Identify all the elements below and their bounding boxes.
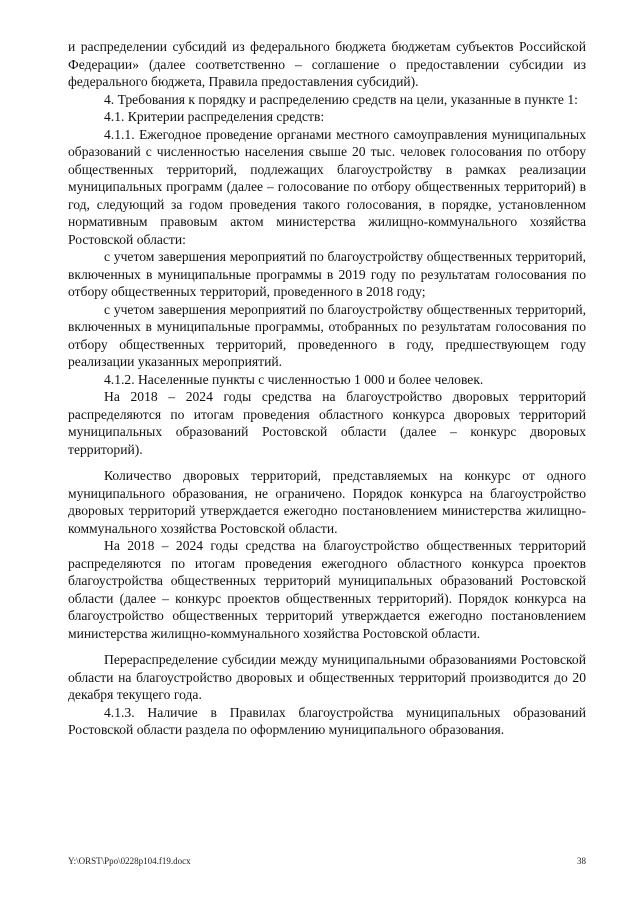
document-body [68, 38, 586, 739]
paragraph-yard-funding: На 2018 – 2024 годы средства на благоустройство дворовых территорий распределяются по итогам проведения областного конкурса дворовых территорий муниципальных образований Ростовской области (далее – конкурс дворовых территорий). [68, 389, 586, 457]
page-footer [68, 856, 586, 866]
paragraph-item-4: 4. Требования к порядку и распределению средств на цели, указанные в пункте 1: [104, 91, 578, 107]
page-number: 38 [577, 856, 586, 866]
paragraph-yard-count: Количество дворовых территорий, представляемых на конкурс от одного муниципального образования, не ограничено. Порядок конкурса на благоустройство дворовых территорий утверждается ежегодно постановлением министерства жилищно-коммунального хозяйства Ростовской области. [68, 468, 586, 536]
paragraph-condition-previous-year: с учетом завершения мероприятий по благоустройству общественных территорий, включенных в муниципальные программы, отобранных по результатам голосования по отбору общественных территорий, проведенного в году, предшествующем году реализации указанных мероприятий. [68, 301, 586, 369]
paragraph-redistribution: Перераспределение субсидии между муниципальными образованиями Ростовской области на благоустройство дворовых и общественных территорий производится до 20 декабря текущего года. [68, 652, 586, 702]
paragraph-item-4-1-2: 4.1.2. Населенные пункты с численностью 1 000 и более человек. [104, 371, 484, 387]
paragraph-condition-2019: с учетом завершения мероприятий по благоустройству общественных территорий, включенных в муниципальные программы в 2019 году по результатам голосования по отбору общественных территорий, проведенного в 2018 году; [68, 249, 586, 299]
paragraph-item-4-1-3: 4.1.3. Наличие в Правилах благоустройства муниципальных образований Ростовской области раздела по оформлению муниципального образования. [68, 704, 586, 737]
paragraph-item-4-1-1: 4.1.1. Ежегодное проведение органами местного самоуправления муниципальных образований с численностью населения свыше 20 тыс. человек голосования по отбору общественных территорий, подлежащих благоустройству в рамках реализации муниципальных программ (далее – голосование по отбору общественных территорий) в год, следующий за годом проведения такого голосования, в порядке, установленном нормативным правовым актом министерства жилищно-коммунального хозяйства Ростовской области: [68, 126, 586, 247]
paragraph-public-funding: На 2018 – 2024 годы средства на благоустройство общественных территорий распределяются по итогам проведения ежегодного областного конкурса проектов благоустройства общественных территорий муниципальных образований Ростовской области (далее – конкурс проектов общественных территорий). Порядок конкурса на благоустройство общественных территорий утверждается ежегодно постановлением министерства жилищно-коммунального хозяйства Ростовской области. [68, 538, 586, 641]
paragraph-item-4-1: 4.1. Критерии распределения средств: [104, 109, 325, 124]
file-path: Y:\ORST\Ppo\0228p104.f19.docx [68, 856, 191, 866]
paragraph-continuation: и распределении субсидий из федерального бюджета бюджетам субъектов Российской Федерации» (далее соответственно – соглашение о предоставлении субсидии из федерального бюджета, Правила предоставления субсидий). [68, 39, 586, 89]
